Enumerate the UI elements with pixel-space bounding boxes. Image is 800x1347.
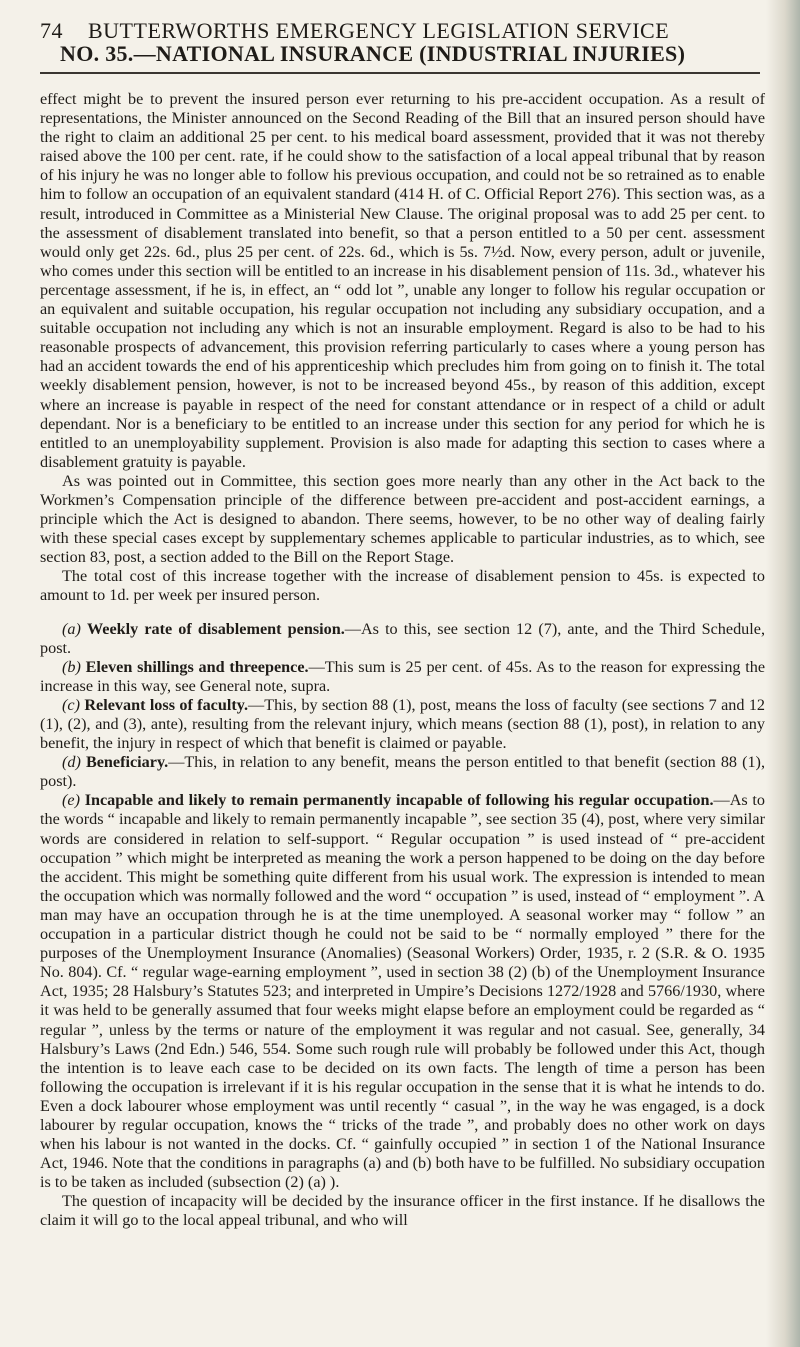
note-text: —As to this, see section 12 (7), ante, and the Third Schedule, post. bbox=[40, 619, 765, 657]
note-heading: Relevant loss of faculty. bbox=[84, 695, 248, 714]
paragraph: As was pointed out in Committee, this section goes more nearly than any other in the Act back to the Workmen’s Compensation principle of the difference between pre-accident and post-accident earnings, a principle which the Act is designed to abandon. There seems, however, to be no other way of dealing fairly with these special cases except by supplementary schemes applicable to particular industries, as to which, see section 83, post, a section added to the Bill on the Report Stage. bbox=[40, 471, 765, 567]
body-text bbox=[40, 90, 765, 1231]
note-letter: (b) bbox=[62, 657, 81, 676]
publication-title: BUTTERWORTHS EMERGENCY LEGISLATION SERVICE bbox=[88, 18, 670, 43]
note-text: —This, in relation to any benefit, means the person entitled to that benefit (section 88 (1), post). bbox=[40, 753, 765, 791]
note-heading: Eleven shillings and threepence. bbox=[85, 657, 309, 676]
chapter-title: NO. 35.—NATIONAL INSURANCE (INDUSTRIAL INJURIES) bbox=[60, 41, 686, 66]
binding-shadow bbox=[766, 0, 800, 1347]
page-number: 74 bbox=[40, 18, 63, 43]
paragraph-final: The question of incapacity will be decided by the insurance officer in the first instance. If he disallows the claim it will go to the local appeal tribunal, and who will bbox=[40, 1192, 765, 1230]
note-c bbox=[40, 696, 765, 753]
note-b bbox=[40, 658, 765, 696]
header-rule bbox=[40, 72, 760, 74]
note-e bbox=[40, 791, 765, 1192]
note-heading: Incapable and likely to remain permanently incapable of following his regular occupation. bbox=[84, 791, 714, 810]
note-text: —This sum is 25 per cent. of 45s. As to the reason for expressing the increase in this way, see General note, supra. bbox=[40, 657, 766, 695]
note-a bbox=[40, 620, 765, 658]
note-text: —As to the words “ incapable and likely to remain permanently incapable ”, see section 35 (4), post, where very similar words are considered in relation to self-support. “ Regular occupation ” is used instead of “ pre-accident occupation ” which might be interpreted as meaning the work a person happened to be doing on the day before the accident. This might be something quite different from his usual work. The expression is intended to mean the occupation which was normally followed and the word “ occupation ” is used, instead of “ employment ”. A man may have an occupation through he is at the time unemployed. A seasonal worker may “ follow ” an occupation in a particular district though he could not be said to be “ normally employed ” there for the purposes of the Unemployment Insurance (Anomalies) (Seasonal Workers) Order, 1935, r. 2 (S.R. & O. 1935 No. 804). Cf. “ regular wage-earning employment ”, used in section 38 (2) (b) of the Unemployment Insurance Act, 1935; 28 Halsbury’s Statutes 523; and interpreted in Umpire’s Decisions 1272/1928 and 5766/1930, where it was held to be generally assumed that four weeks might elapse before an employment could be regarded as “ regular ”, unless by the terms or nature of the employment it was regular and not casual. See, generally, 34 Halsbury’s Laws (2nd Edn.) 546, 554. Some such rough rule will probably be followed under this Act, though the intention is to leave each case to be decided on its own facts. The length of time a person has been following the occupation is irrelevant if it is his regular occupation in the sense that it is what he intends to do. Even a dock labourer whose employment was until recently “ casual ”, in the way he was engaged, is a dock labourer by regular occupation, knows the “ tricks of the trade ”, and probably does no other work on days when his labour is not wanted in the docks. Cf. “ gainfully occupied ” in section 1 of the National Insurance Act, 1946. Note that the conditions in paragraphs (a) and (b) both have to be fulfilled. No subsidiary occupation is to be taken as included (subsection (2) (a) ). bbox=[40, 791, 765, 1192]
running-head bbox=[40, 20, 765, 42]
note-letter: (a) bbox=[62, 619, 81, 638]
note-letter: (d) bbox=[62, 753, 81, 772]
note-heading: Weekly rate of disablement pension. bbox=[86, 619, 345, 638]
page bbox=[40, 20, 765, 1231]
paragraph: The total cost of this increase together with the increase of disablement pension to 45s. is expected to amount to 1d. per week per insured person. bbox=[40, 567, 765, 605]
note-letter: (e) bbox=[62, 791, 80, 810]
paragraph-continued: effect might be to prevent the insured person ever returning to his pre-accident occupation. As a result of representations, the Minister announced on the Second Reading of the Bill that an insured person should have the right to claim an additional 25 per cent. to his medical board assessment, provided that it was not thereby raised above the 100 per cent. rate, if he could show to the satisfaction of a local appeal tribunal that by reason of his injury he was no longer able to follow his previous occupation, and could not be so retrained as to enable him to follow an occupation of an equivalent standard (414 H. of C. Official Report 276). This section was, as a result, introduced in Committee as a Ministerial New Clause. The original proposal was to add 25 per cent. to the assessment of disablement translated into benefit, so that a person entitled to a 50 per cent. assessment would only get 22s. 6d., plus 25 per cent. of 22s. 6d., which is 5s. 7½d. Now, every person, adult or juvenile, who comes under this section will be entitled to an increase in his disablement pension of 11s. 3d., whatever his percentage assessment, if he is, in effect, an “ odd lot ”, unable any longer to follow his regular occupation or an equivalent and suitable occupation, his regular occupation not including any subsidiary occupation, and a suitable occupation not including any which is not an insurable employment. Regard is also to be had to his reasonable prospects of advancement, this provision referring particularly to cases where a young person has had an accident towards the end of his apprenticeship which precludes him from going on to finish it. The total weekly disablement pension, however, is not to be increased beyond 45s., by reason of this addition, except where an increase is payable in respect of the need for constant attendance or in respect of a child or adult dependant. Nor is a beneficiary to be entitled to an increase under this section for any period for which he is entitled to an unemployability supplement. Provision is also made for adapting this section to cases where a disablement gratuity is payable. bbox=[40, 90, 765, 471]
section-gap bbox=[40, 606, 765, 620]
note-letter: (c) bbox=[62, 695, 80, 714]
note-d bbox=[40, 753, 765, 791]
note-heading: Beneficiary. bbox=[85, 753, 169, 772]
note-text: —This, by section 88 (1), post, means the loss of faculty (see sections 7 and 12 (1), (2), and (3), ante), resulting from the relevant injury, which means (section 88 (1), post), in relation to any benefit, the injury in respect of which that benefit is claimed or payable. bbox=[40, 695, 766, 753]
